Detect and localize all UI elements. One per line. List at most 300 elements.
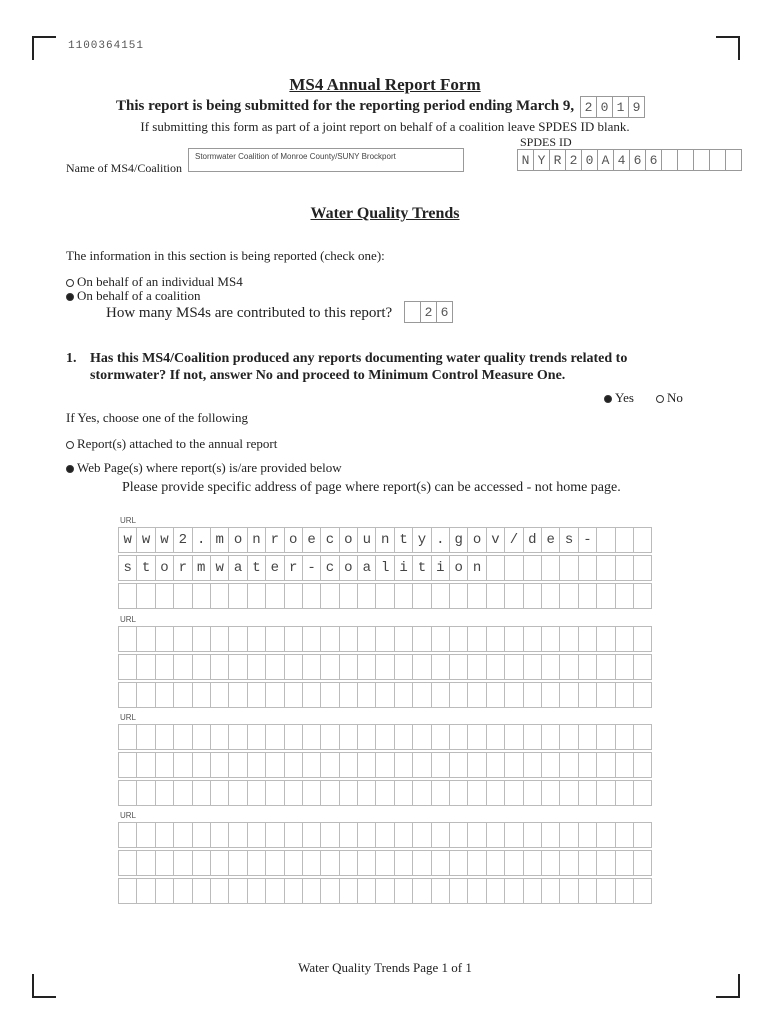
url-char-box[interactable] — [431, 682, 450, 708]
url-char-box[interactable] — [449, 724, 468, 750]
url-char-box[interactable] — [504, 780, 523, 806]
url-char-box[interactable] — [192, 724, 211, 750]
url-char-box[interactable] — [578, 583, 597, 609]
url-char-box[interactable] — [136, 878, 155, 904]
url-char-box[interactable]: / — [504, 527, 523, 553]
url-char-box[interactable]: s — [118, 555, 137, 581]
url-char-box[interactable]: - — [302, 555, 321, 581]
url-char-box[interactable] — [357, 583, 376, 609]
url-char-box[interactable]: n — [375, 527, 394, 553]
url-char-box[interactable] — [615, 527, 634, 553]
url-char-box[interactable] — [504, 626, 523, 652]
url-char-box[interactable] — [596, 626, 615, 652]
url-row[interactable] — [118, 780, 651, 806]
spdes-char-box[interactable] — [709, 149, 726, 171]
url-char-box[interactable] — [375, 822, 394, 848]
url-char-box[interactable] — [615, 752, 634, 778]
url-char-box[interactable] — [339, 583, 358, 609]
url-char-box[interactable] — [155, 752, 174, 778]
url-char-box[interactable] — [136, 626, 155, 652]
url-char-box[interactable] — [155, 878, 174, 904]
url-char-box[interactable] — [173, 654, 192, 680]
url-char-box[interactable] — [173, 626, 192, 652]
url-char-box[interactable] — [523, 724, 542, 750]
url-char-box[interactable] — [375, 654, 394, 680]
url-char-box[interactable] — [578, 780, 597, 806]
url-char-box[interactable] — [467, 780, 486, 806]
radio-web-page-icon[interactable] — [66, 465, 74, 473]
url-char-box[interactable] — [228, 822, 247, 848]
url-char-box[interactable]: r — [173, 555, 192, 581]
url-char-box[interactable] — [210, 822, 229, 848]
url-char-box[interactable] — [375, 626, 394, 652]
year-digit-box[interactable]: 0 — [596, 96, 613, 118]
url-char-box[interactable] — [615, 780, 634, 806]
url-char-box[interactable] — [596, 780, 615, 806]
url-char-box[interactable] — [247, 878, 266, 904]
url-char-box[interactable] — [210, 654, 229, 680]
url-char-box[interactable] — [302, 654, 321, 680]
url-char-box[interactable] — [302, 780, 321, 806]
url-char-box[interactable] — [284, 724, 303, 750]
url-char-box[interactable] — [265, 654, 284, 680]
url-char-box[interactable] — [633, 780, 652, 806]
url-char-box[interactable] — [265, 583, 284, 609]
url-char-box[interactable] — [320, 626, 339, 652]
url-char-box[interactable] — [210, 682, 229, 708]
url-char-box[interactable]: e — [541, 527, 560, 553]
url-char-box[interactable] — [136, 724, 155, 750]
url-char-box[interactable] — [486, 850, 505, 876]
url-char-box[interactable] — [375, 850, 394, 876]
url-char-box[interactable]: - — [578, 527, 597, 553]
url-char-box[interactable] — [357, 626, 376, 652]
url-char-box[interactable] — [559, 583, 578, 609]
spdes-char-box[interactable]: 0 — [581, 149, 598, 171]
url-char-box[interactable] — [136, 850, 155, 876]
url-char-box[interactable] — [320, 780, 339, 806]
url-char-box[interactable] — [449, 850, 468, 876]
url-char-box[interactable] — [375, 682, 394, 708]
url-char-box[interactable] — [541, 583, 560, 609]
url-char-box[interactable] — [541, 850, 560, 876]
url-char-box[interactable]: e — [302, 527, 321, 553]
url-char-box[interactable] — [320, 682, 339, 708]
url-char-box[interactable] — [320, 583, 339, 609]
url-char-box[interactable] — [615, 555, 634, 581]
url-char-box[interactable] — [431, 878, 450, 904]
url-char-box[interactable] — [467, 654, 486, 680]
url-char-box[interactable]: o — [467, 527, 486, 553]
url-char-box[interactable] — [192, 654, 211, 680]
url-char-box[interactable] — [578, 850, 597, 876]
url-char-box[interactable] — [486, 682, 505, 708]
url-char-box[interactable] — [118, 724, 137, 750]
url-char-box[interactable] — [467, 878, 486, 904]
url-char-box[interactable] — [375, 878, 394, 904]
url-char-box[interactable] — [541, 682, 560, 708]
url-char-box[interactable]: w — [210, 555, 229, 581]
url-char-box[interactable] — [596, 555, 615, 581]
url-char-box[interactable] — [339, 724, 358, 750]
url-char-box[interactable] — [541, 555, 560, 581]
url-char-box[interactable]: l — [375, 555, 394, 581]
url-char-box[interactable] — [486, 822, 505, 848]
url-char-box[interactable] — [284, 878, 303, 904]
spdes-char-box[interactable]: N — [517, 149, 534, 171]
url-char-box[interactable] — [467, 626, 486, 652]
count-digit-box[interactable] — [404, 301, 421, 323]
year-digit-box[interactable]: 2 — [580, 96, 597, 118]
spdes-id-field[interactable] — [517, 149, 741, 171]
url-char-box[interactable] — [118, 682, 137, 708]
url-char-box[interactable]: n — [467, 555, 486, 581]
question-1-no[interactable] — [656, 390, 683, 406]
url-char-box[interactable] — [357, 780, 376, 806]
url-char-box[interactable] — [486, 654, 505, 680]
url-field-4[interactable] — [118, 822, 651, 906]
url-char-box[interactable] — [486, 583, 505, 609]
url-char-box[interactable] — [394, 780, 413, 806]
url-char-box[interactable] — [615, 724, 634, 750]
url-char-box[interactable]: t — [247, 555, 266, 581]
url-char-box[interactable] — [339, 850, 358, 876]
url-char-box[interactable] — [486, 724, 505, 750]
url-char-box[interactable] — [192, 626, 211, 652]
url-char-box[interactable] — [210, 724, 229, 750]
url-char-box[interactable] — [155, 850, 174, 876]
url-char-box[interactable] — [302, 752, 321, 778]
url-char-box[interactable] — [449, 780, 468, 806]
url-row[interactable] — [118, 583, 651, 609]
url-char-box[interactable] — [431, 724, 450, 750]
url-char-box[interactable] — [192, 822, 211, 848]
url-char-box[interactable]: y — [412, 527, 431, 553]
url-char-box[interactable] — [412, 878, 431, 904]
spdes-char-box[interactable]: A — [597, 149, 614, 171]
url-char-box[interactable] — [210, 878, 229, 904]
url-char-box[interactable] — [523, 682, 542, 708]
url-char-box[interactable] — [504, 583, 523, 609]
url-char-box[interactable] — [486, 626, 505, 652]
url-char-box[interactable] — [412, 752, 431, 778]
url-char-box[interactable] — [431, 752, 450, 778]
url-char-box[interactable] — [467, 822, 486, 848]
url-char-box[interactable] — [228, 724, 247, 750]
spdes-char-box[interactable] — [693, 149, 710, 171]
url-char-box[interactable]: g — [449, 527, 468, 553]
url-char-box[interactable] — [449, 654, 468, 680]
url-char-box[interactable] — [136, 583, 155, 609]
option-web-page[interactable] — [66, 460, 342, 476]
url-char-box[interactable] — [596, 527, 615, 553]
question-1-yes[interactable] — [604, 390, 634, 406]
url-char-box[interactable] — [228, 850, 247, 876]
url-char-box[interactable] — [431, 822, 450, 848]
url-char-box[interactable] — [173, 822, 192, 848]
url-char-box[interactable] — [320, 654, 339, 680]
url-char-box[interactable]: w — [136, 527, 155, 553]
url-char-box[interactable] — [339, 878, 358, 904]
url-char-box[interactable] — [302, 682, 321, 708]
url-char-box[interactable] — [559, 682, 578, 708]
url-char-box[interactable] — [118, 850, 137, 876]
url-char-box[interactable] — [431, 626, 450, 652]
url-field-2[interactable] — [118, 626, 651, 710]
url-row[interactable] — [118, 682, 651, 708]
url-char-box[interactable]: o — [155, 555, 174, 581]
url-char-box[interactable]: o — [339, 527, 358, 553]
url-char-box[interactable]: r — [284, 555, 303, 581]
url-char-box[interactable] — [247, 682, 266, 708]
url-row[interactable] — [118, 626, 651, 652]
url-char-box[interactable] — [357, 654, 376, 680]
url-char-box[interactable] — [192, 780, 211, 806]
url-char-box[interactable]: 2 — [173, 527, 192, 553]
url-char-box[interactable] — [265, 822, 284, 848]
url-char-box[interactable] — [559, 878, 578, 904]
url-row[interactable] — [118, 822, 651, 848]
url-char-box[interactable] — [247, 780, 266, 806]
url-char-box[interactable] — [467, 583, 486, 609]
url-char-box[interactable] — [284, 752, 303, 778]
url-char-box[interactable] — [486, 780, 505, 806]
url-char-box[interactable] — [559, 626, 578, 652]
url-char-box[interactable] — [173, 752, 192, 778]
url-char-box[interactable] — [541, 878, 560, 904]
url-char-box[interactable] — [339, 626, 358, 652]
url-char-box[interactable] — [136, 682, 155, 708]
radio-report-attached-icon[interactable] — [66, 441, 74, 449]
url-char-box[interactable]: a — [228, 555, 247, 581]
url-char-box[interactable] — [504, 724, 523, 750]
url-char-box[interactable] — [633, 822, 652, 848]
url-char-box[interactable] — [541, 822, 560, 848]
url-char-box[interactable] — [192, 583, 211, 609]
url-char-box[interactable]: e — [265, 555, 284, 581]
url-char-box[interactable] — [449, 752, 468, 778]
url-char-box[interactable] — [192, 850, 211, 876]
url-char-box[interactable] — [633, 850, 652, 876]
url-char-box[interactable] — [247, 752, 266, 778]
url-char-box[interactable] — [173, 583, 192, 609]
url-char-box[interactable] — [596, 724, 615, 750]
url-char-box[interactable] — [155, 654, 174, 680]
url-char-box[interactable] — [467, 850, 486, 876]
url-char-box[interactable]: s — [559, 527, 578, 553]
spdes-char-box[interactable]: 6 — [645, 149, 662, 171]
url-char-box[interactable] — [523, 822, 542, 848]
url-row[interactable] — [118, 878, 651, 904]
url-char-box[interactable] — [357, 682, 376, 708]
url-char-box[interactable] — [302, 822, 321, 848]
url-row[interactable] — [118, 555, 651, 581]
url-char-box[interactable] — [357, 878, 376, 904]
url-char-box[interactable] — [541, 654, 560, 680]
url-char-box[interactable] — [320, 878, 339, 904]
url-char-box[interactable] — [339, 780, 358, 806]
ms4-name-field[interactable]: Stormwater Coalition of Monroe County/SUNY Brockport — [188, 148, 464, 172]
reporting-year-field[interactable] — [580, 96, 644, 118]
url-char-box[interactable]: v — [486, 527, 505, 553]
url-char-box[interactable]: i — [431, 555, 450, 581]
url-char-box[interactable] — [615, 878, 634, 904]
url-char-box[interactable] — [596, 583, 615, 609]
url-char-box[interactable] — [375, 583, 394, 609]
url-char-box[interactable] — [228, 626, 247, 652]
url-char-box[interactable] — [559, 822, 578, 848]
url-char-box[interactable] — [357, 822, 376, 848]
url-row[interactable] — [118, 724, 651, 750]
url-char-box[interactable] — [596, 850, 615, 876]
url-char-box[interactable] — [357, 850, 376, 876]
url-char-box[interactable] — [320, 850, 339, 876]
url-char-box[interactable] — [486, 752, 505, 778]
url-row[interactable] — [118, 752, 651, 778]
url-char-box[interactable] — [633, 878, 652, 904]
url-char-box[interactable] — [375, 724, 394, 750]
url-char-box[interactable] — [504, 822, 523, 848]
url-char-box[interactable] — [578, 555, 597, 581]
url-char-box[interactable] — [173, 724, 192, 750]
url-char-box[interactable] — [394, 724, 413, 750]
url-char-box[interactable]: t — [394, 527, 413, 553]
url-char-box[interactable] — [431, 583, 450, 609]
option-report-attached[interactable] — [66, 436, 277, 452]
url-char-box[interactable] — [615, 850, 634, 876]
url-char-box[interactable] — [118, 780, 137, 806]
url-char-box[interactable] — [284, 583, 303, 609]
url-char-box[interactable] — [265, 682, 284, 708]
url-char-box[interactable] — [412, 654, 431, 680]
url-char-box[interactable] — [504, 752, 523, 778]
url-char-box[interactable] — [449, 626, 468, 652]
url-char-box[interactable] — [578, 822, 597, 848]
url-char-box[interactable] — [615, 682, 634, 708]
url-char-box[interactable] — [192, 752, 211, 778]
url-char-box[interactable] — [394, 583, 413, 609]
url-char-box[interactable] — [633, 583, 652, 609]
url-char-box[interactable] — [339, 752, 358, 778]
url-char-box[interactable] — [210, 850, 229, 876]
url-char-box[interactable] — [559, 654, 578, 680]
url-char-box[interactable] — [155, 682, 174, 708]
url-char-box[interactable] — [375, 780, 394, 806]
url-char-box[interactable]: n — [247, 527, 266, 553]
url-char-box[interactable] — [523, 850, 542, 876]
url-char-box[interactable]: . — [192, 527, 211, 553]
url-char-box[interactable] — [320, 752, 339, 778]
url-char-box[interactable] — [578, 626, 597, 652]
url-char-box[interactable] — [559, 555, 578, 581]
url-field-1[interactable] — [118, 527, 651, 611]
url-char-box[interactable] — [228, 654, 247, 680]
url-char-box[interactable] — [633, 527, 652, 553]
url-char-box[interactable] — [136, 822, 155, 848]
url-char-box[interactable] — [394, 752, 413, 778]
spdes-char-box[interactable]: 2 — [565, 149, 582, 171]
url-char-box[interactable] — [339, 682, 358, 708]
url-char-box[interactable] — [486, 555, 505, 581]
spdes-char-box[interactable]: 6 — [629, 149, 646, 171]
url-char-box[interactable] — [247, 654, 266, 680]
spdes-char-box[interactable] — [661, 149, 678, 171]
url-char-box[interactable]: c — [320, 527, 339, 553]
url-char-box[interactable] — [228, 780, 247, 806]
url-char-box[interactable] — [559, 850, 578, 876]
url-char-box[interactable] — [578, 752, 597, 778]
url-char-box[interactable] — [504, 555, 523, 581]
url-char-box[interactable] — [247, 724, 266, 750]
url-char-box[interactable] — [118, 626, 137, 652]
url-char-box[interactable] — [596, 878, 615, 904]
url-row[interactable] — [118, 654, 651, 680]
url-char-box[interactable] — [173, 850, 192, 876]
url-char-box[interactable] — [449, 583, 468, 609]
url-char-box[interactable] — [118, 752, 137, 778]
url-char-box[interactable] — [633, 752, 652, 778]
url-char-box[interactable] — [504, 654, 523, 680]
url-char-box[interactable]: m — [192, 555, 211, 581]
url-char-box[interactable] — [210, 626, 229, 652]
url-char-box[interactable] — [265, 724, 284, 750]
url-char-box[interactable] — [412, 583, 431, 609]
radio-coalition-icon[interactable] — [66, 293, 74, 301]
url-char-box[interactable] — [210, 583, 229, 609]
url-char-box[interactable] — [633, 682, 652, 708]
radio-yes-icon[interactable] — [604, 395, 612, 403]
url-char-box[interactable]: d — [523, 527, 542, 553]
url-char-box[interactable]: m — [210, 527, 229, 553]
url-char-box[interactable] — [265, 752, 284, 778]
url-char-box[interactable] — [523, 626, 542, 652]
url-char-box[interactable] — [265, 850, 284, 876]
url-char-box[interactable] — [118, 654, 137, 680]
url-char-box[interactable] — [228, 682, 247, 708]
url-char-box[interactable] — [578, 654, 597, 680]
url-char-box[interactable] — [302, 850, 321, 876]
spdes-char-box[interactable]: 4 — [613, 149, 630, 171]
url-char-box[interactable] — [578, 682, 597, 708]
url-char-box[interactable] — [265, 780, 284, 806]
url-char-box[interactable] — [155, 780, 174, 806]
url-char-box[interactable] — [523, 654, 542, 680]
url-char-box[interactable]: c — [320, 555, 339, 581]
url-char-box[interactable]: i — [394, 555, 413, 581]
url-char-box[interactable] — [284, 654, 303, 680]
url-char-box[interactable] — [228, 583, 247, 609]
spdes-char-box[interactable]: R — [549, 149, 566, 171]
url-char-box[interactable] — [394, 850, 413, 876]
ms4-count-field[interactable] — [404, 301, 452, 323]
url-char-box[interactable] — [118, 822, 137, 848]
url-char-box[interactable] — [467, 752, 486, 778]
url-char-box[interactable] — [541, 780, 560, 806]
url-char-box[interactable] — [302, 878, 321, 904]
url-char-box[interactable]: t — [412, 555, 431, 581]
url-char-box[interactable] — [284, 780, 303, 806]
url-char-box[interactable] — [339, 654, 358, 680]
url-row[interactable] — [118, 527, 651, 553]
url-char-box[interactable] — [504, 682, 523, 708]
url-char-box[interactable] — [192, 878, 211, 904]
url-char-box[interactable] — [394, 878, 413, 904]
url-char-box[interactable] — [247, 822, 266, 848]
url-char-box[interactable]: o — [228, 527, 247, 553]
url-char-box[interactable] — [284, 626, 303, 652]
url-char-box[interactable] — [504, 878, 523, 904]
url-row[interactable] — [118, 850, 651, 876]
